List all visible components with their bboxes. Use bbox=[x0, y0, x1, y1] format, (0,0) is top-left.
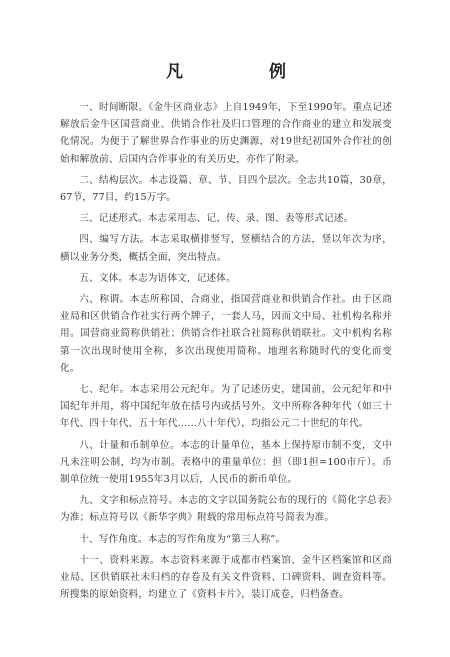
paragraph-structure: 二、结构层次。本志设篇、章、节、目四个层次。全志共10篇，30章，67节，77目，约15万字。 bbox=[60, 174, 392, 204]
paragraph-characters: 九、文字和标点符号。本志的文字以国务院公布的现行的《简化字总表》为准；标点符号以《新华字典》附载的常用标点符号简表为准。 bbox=[60, 495, 392, 524]
paragraph-naming: 六、称谓。本志所称国、合商业，指国营商业和供销合作社。由于区商业局和区供销合作社实行两个牌子，一套人马，因而文中局、社机构名称并用。国营商业简称供销社；供销合作社联合社简称供销联社。文中机构名称第一次出现时使用全称，多次出现使用简称。地理名称随时代的变化而变化。 bbox=[60, 294, 392, 374]
paragraph-calendar: 七、纪年。本志采用公元纪年。为了记述历史，建国前，公元纪年和中国纪年并用，将中国纪年放在括号内或括号外。文中所称各种年代（如三十年代、四十年代、五十年代……八十年代），均指公元二十世纪的年代。 bbox=[60, 384, 392, 430]
paragraph-time-range: 一、时间断限。《金牛区商业志》上自1949年，下至1990年。重点记述解放后金牛区国营商业、供销合作社及归口管理的合作商业的建立和发展变化情况。为便于了解世界合作事业的历史渊源，对19世纪初国外合作社的创始和解放前、后国内合作事业的有关历史，亦作了附录。 bbox=[60, 102, 392, 165]
document-body bbox=[60, 99, 392, 607]
paragraph-units: 八、计量和币制单位。本志的计量单位，基本上保持原市制不变，文中凡未注明公制，均为市制。表格中的重量单位：担（即1担=100市斤）。币制单位统一使用1955年3月以后，人民币的新币单位。 bbox=[60, 439, 392, 486]
paragraph-style: 五、文体。本志为语体文，记述体。 bbox=[79, 272, 236, 284]
paragraph-sources: 十一、资料来源。本志资料来源于成都市档案馆、金牛区档案馆和区商业局、区供销联社未归档的存卷及有关文件资料、口碑资料、调查资料等。所搜集的原始资料，均建立了《资料卡片》，装订成卷，归档备查。 bbox=[60, 554, 392, 601]
page-title: 凡 例 bbox=[166, 62, 326, 82]
paragraph-method: 四、编写方法。本志采取横排竖写，竖横结合的方法，竖以年次为序，横以业务分类，概括全面，突出特点。 bbox=[60, 234, 392, 263]
paragraph-perspective: 十、写作角度。本志的写作角度为“第三人称”。 bbox=[79, 533, 286, 545]
paragraph-form: 三、记述形式。本志采用志、记、传、录、图、表等形式记述。 bbox=[79, 213, 354, 225]
